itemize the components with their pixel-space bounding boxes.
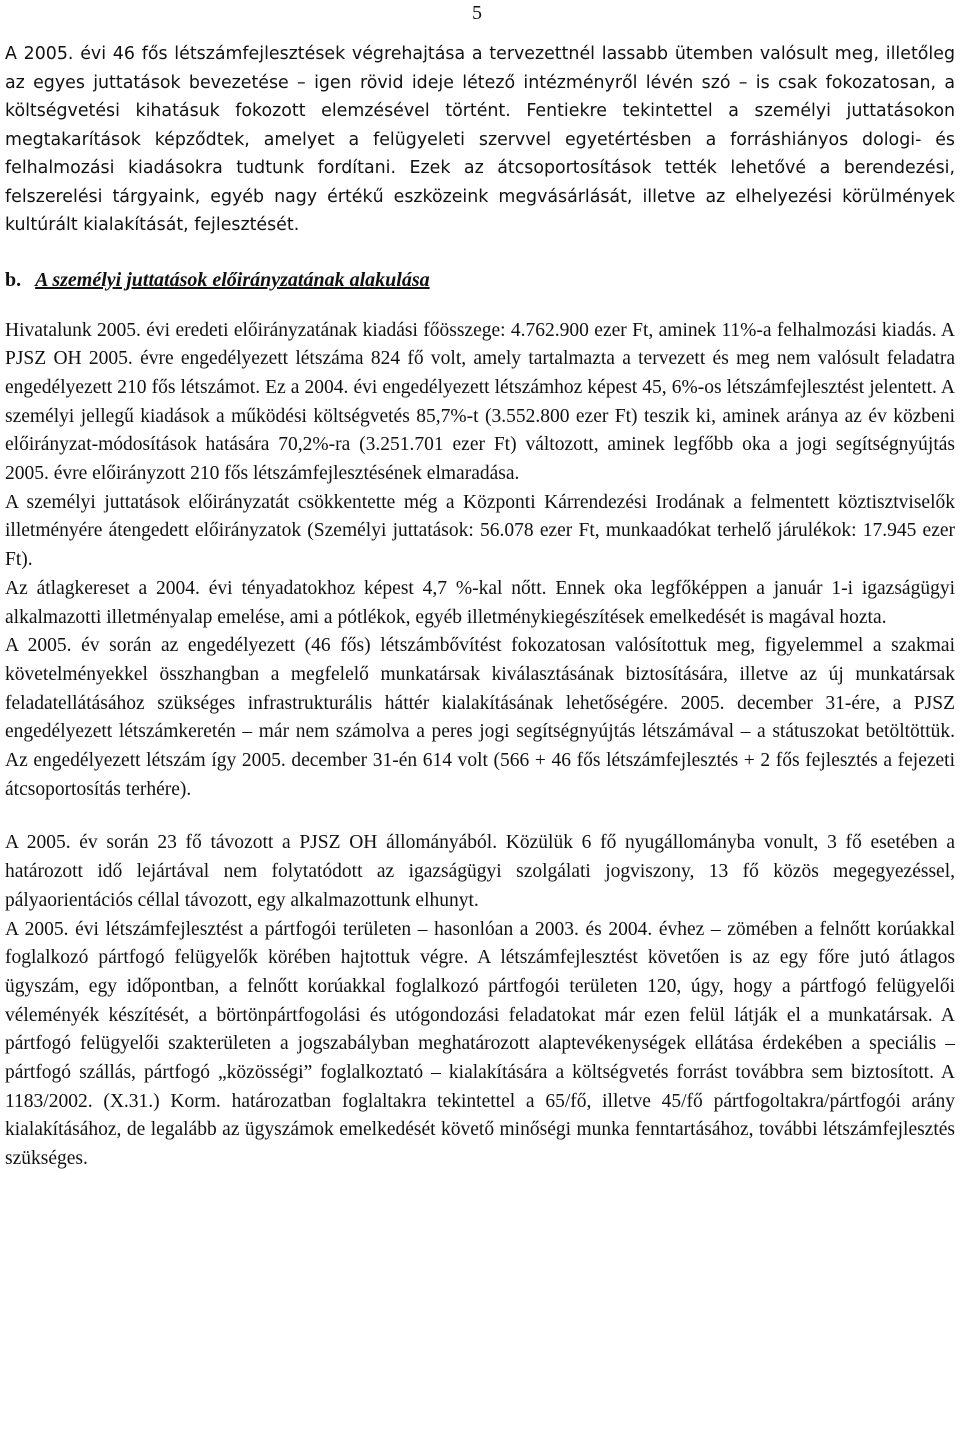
paragraph-reduction: A személyi juttatások előirányzatát csökkentette még a Központi Kárrendezési Irodának a felmentett köztisztviselők illetményére átengedett előirányzatok (Személyi juttatások: 56.078 ezer Ft, munkaadókat terhelő járulékok: 17.945 ezer Ft). — [5, 491, 955, 571]
paragraph-headcount-expansion: A 2005. év során az engedélyezett (46 fős) létszámbővítést fokozatosan valósítottuk meg, figyelemmel a szakmai követelményekkel összhangban a megfelelő munkatársak kiválasztásának biztosítására, illetve az új munkatársak feladatellátásához szükséges infrastrukturális háttér kialakításának lehetőségére. 2005. december 31-ére, a PJSZ engedélyezett létszámkeretén – már nem számolva a peres jogi segítségnyújtás létszámával – a státuszokat betöltöttük. Az engedélyezett létszám így 2005. december 31-én 614 volt (566 + 46 fős létszámfejlesztés + 2 fős fejlesztés a fejezeti átcsoportosítás terhére). — [5, 635, 955, 800]
section-heading — [5, 266, 955, 294]
paragraph-average-salary: Az átlagkereset a 2004. évi tényadatokhoz képest 4,7 %-kal nőtt. Ennek oka legfőképpen a január 1-i igazságügyi alkalmazotti illetményalap emelése, ami a pótlékok, egyéb illetménykiegészítések emelkedését is magával hozta. — [5, 577, 955, 628]
intro-paragraph: A 2005. évi 46 fős létszámfejlesztések végrehajtása a tervezettnél lassabb ütemben valósult meg, illetőleg az egyes juttatások bevezetése – igen rövid ideje létező intézményről lévén szó – is csak fokozatosan, a költségvetési kihatásuk fokozott elemzésével történt. Fentiekre tekintettel a személyi juttatásokon megtakarítások képződtek, amelyet a felügyeleti szervvel egyetértésben a forráshiányos dologi- és felhalmozási kiadásokra tudtunk fordítani. Ezek az átcsoportosítások tették lehetővé a berendezési, felszerelési tárgyaink, egyéb nagy értékű eszközeink megvásárlását, illetve az elhelyezési körülmények kultúrált kialakítását, fejlesztését. — [5, 44, 955, 235]
paragraph-departures: A 2005. év során 23 fő távozott a PJSZ OH állományából. Közülük 6 fő nyugállományba vonult, 3 fő esetében a határozott idő lejártával nem folytatódott az igazságügyi szolgálati jogviszony, 13 fő közös megegyezéssel, pályaorientációs céllal távozott, egy alkalmazottunk elhunyt. — [5, 832, 955, 911]
paragraph-probation-area: A 2005. évi létszámfejlesztést a pártfogói területen – hasonlóan a 2003. és 2004. évhez – zömében a felnőtt korúakkal foglalkozó pártfogó felügyelők körében hajtottuk végre. A létszámfejlesztést követően is az egy főre jutó átlagos ügyszám, egy időpontban, a felnőtt korúakkal foglalkozó pártfogói területen 120, úgy, hogy a pártfogó felügyelői véleményék készítését, a börtönpártfogolási és utógondozási feladatokat már ezen felül látják el a munkatársak. A pártfogó felügyelői szakterületen a jogszabályban meghatározott alaptevékenységek ellátása érdekében a speciális – pártfogó szállás, pártfogó „közösségi” foglalkoztató – kialakítására a költségvetés forrást továbbra sem biztosított. A 1183/2002. (X.31.) Korm. határozatban foglaltakra tekintettel a 65/fő, illetve 45/fő pártfogoltakra/pártfogói arány kialakításához, de legalább az ügyszámok emelkedését követő minőségi munka fenntartásához, további létszámfejlesztés szükséges. — [5, 918, 955, 1170]
paragraph-budget: Hivatalunk 2005. évi eredeti előirányzatának kiadási főösszege: 4.762.900 ezer Ft, aminek 11%-a felhalmozási kiadás. A PJSZ OH 2005. évre engedélyezett létszáma 824 fő volt, amely tartalmazta a tervezett és meg nem valósult feladatra engedélyezett 210 fős létszámot. Ez a 2004. évi engedélyezett létszámhoz képest 45, 6%-os létszámfejlesztést jelentett. A személyi jellegű kiadások a működési költségvetés 85,7%-t (3.552.800 ezer Ft) teszik ki, aminek aránya az év közbeni előirányzat-módosítások hatására 70,2%-ra (3.251.701 ezer Ft) változott, aminek legfőbb oka a jogi segítségnyújtás 2005. évre előirányzott 210 fős létszámfejlesztésének elmaradása. — [5, 319, 955, 485]
page-number: 5 — [472, 2, 482, 24]
section-title: A személyi juttatások előirányzatának alakulása — [35, 268, 430, 291]
section-label: b. — [5, 268, 22, 291]
document-body — [5, 40, 955, 1174]
